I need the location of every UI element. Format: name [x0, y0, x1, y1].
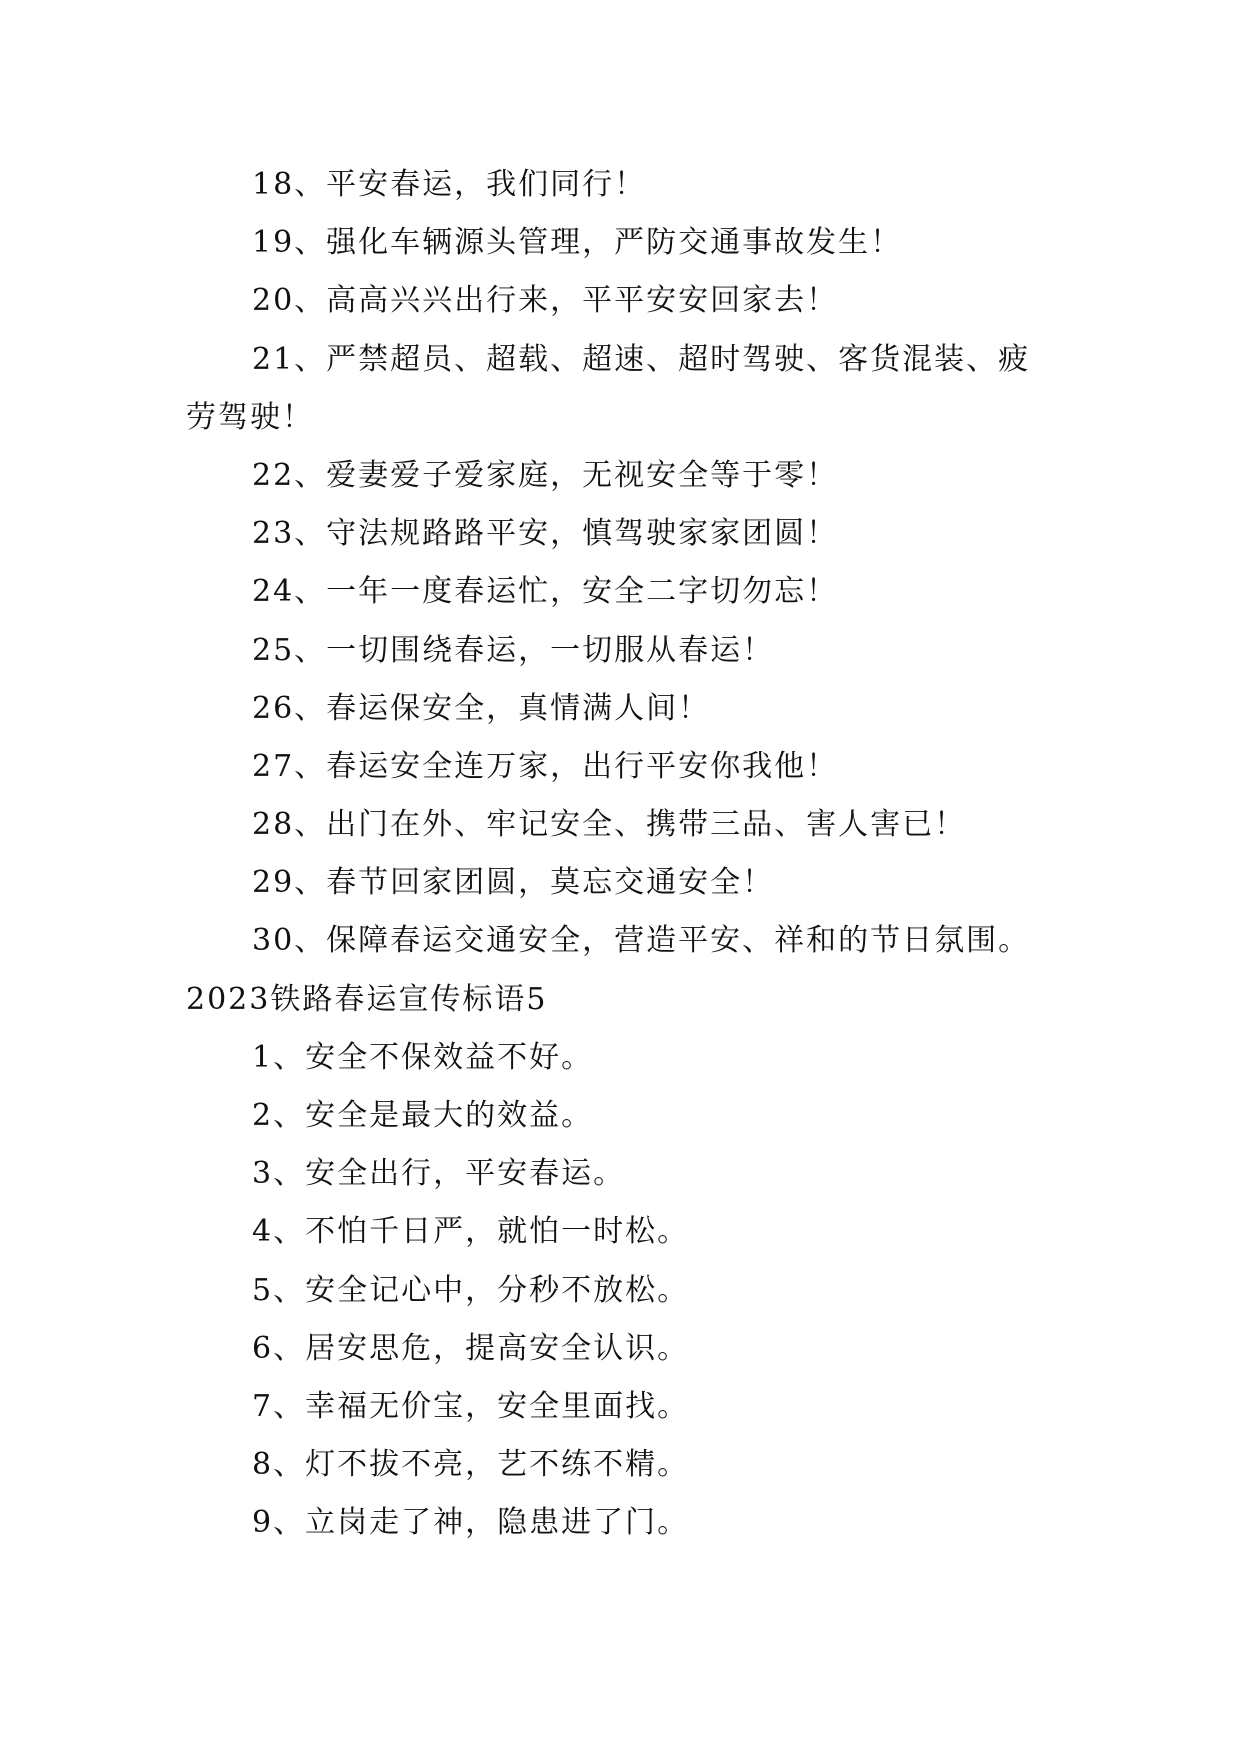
slogan-item-8: 8、灯不拔不亮，艺不练不精。 [252, 1447, 690, 1483]
slogan-item-21-line1: 21、严禁超员、超载、超速、超时驾驶、客货混装、疲 [252, 341, 1031, 377]
slogan-item-29: 29、春节回家团圆，莫忘交通安全！ [252, 865, 775, 901]
slogan-item-6: 6、居安思危，提高安全认识。 [252, 1330, 690, 1366]
slogan-item-3: 3、安全出行，平安春运。 [252, 1156, 626, 1192]
slogan-item-7: 7、幸福无价宝，安全里面找。 [252, 1388, 690, 1424]
section-title: 2023铁路春运宣传标语5 [186, 981, 548, 1017]
slogan-item-19: 19、强化车辆源头管理，严防交通事故发生！ [252, 225, 903, 261]
slogan-item-21 [186, 331, 1066, 447]
slogan-item-2: 2、安全是最大的效益。 [252, 1098, 594, 1133]
slogan-item-27: 27、春运安全连万家，出行平安你我他！ [252, 748, 839, 784]
slogan-item-24: 24、一年一度春运忙，安全二字切勿忘！ [252, 574, 839, 610]
slogan-item-30: 30、保障春运交通安全，营造平安、祥和的节日氛围。 [252, 923, 1031, 959]
slogan-item-4: 4、不怕千日严，就怕一时松。 [252, 1214, 690, 1250]
document-body [186, 156, 1066, 1553]
slogan-item-28: 28、出门在外、牢记安全、携带三品、害人害已！ [252, 807, 967, 843]
slogan-item-5: 5、安全记心中，分秒不放松。 [252, 1272, 690, 1308]
slogan-item-21-line2: 劳驾驶！ [186, 399, 314, 435]
slogan-item-20: 20、高高兴兴出行来，平平安安回家去！ [252, 283, 839, 319]
slogan-item-25: 25、一切围绕春运，一切服从春运！ [252, 632, 775, 668]
slogan-item-9: 9、立岗走了神，隐患进了门。 [252, 1505, 690, 1541]
slogan-item-1: 1、安全不保效益不好。 [252, 1039, 594, 1075]
slogan-item-18: 18、平安春运，我们同行！ [252, 167, 647, 202]
slogan-item-23: 23、守法规路路平安，慎驾驶家家团圆！ [252, 516, 839, 552]
slogan-item-26: 26、春运保安全，真情满人间！ [252, 690, 711, 726]
slogan-item-22: 22、爱妻爱子爱家庭，无视安全等于零！ [252, 457, 839, 493]
